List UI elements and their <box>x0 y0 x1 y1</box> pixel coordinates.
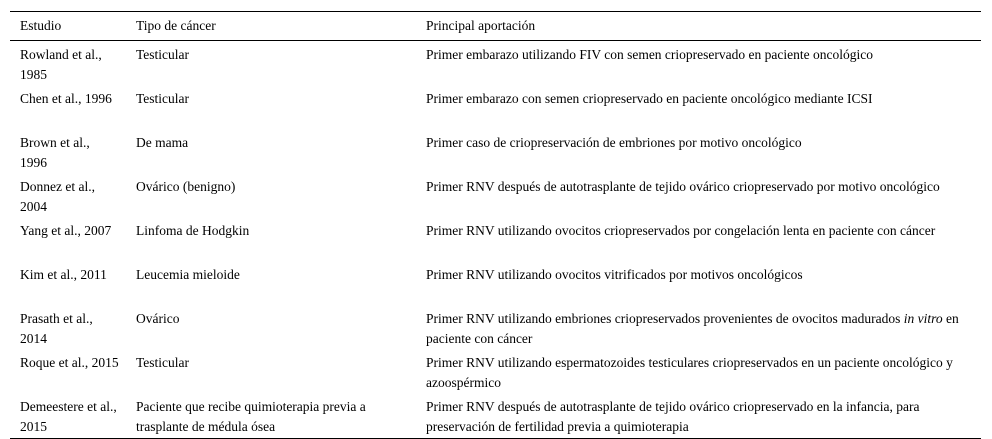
cell-estudio: Chen et al., 1996 <box>20 91 112 106</box>
header-estudio: Estudio <box>20 18 62 33</box>
aportacion-text-italic: in vitro <box>903 311 943 326</box>
table-row <box>10 86 981 130</box>
cell-estudio: Prasath et al., 2014 <box>20 311 93 346</box>
cell-estudio: Demeestere et al., 2015 <box>20 399 117 434</box>
table-row <box>10 218 981 262</box>
aportacion-text-post: en paciente con cáncer <box>426 311 959 346</box>
cell-aportacion: Primer RNV después de autotrasplante de tejido ovárico criopreservado en la infancia, para preservación de fertilidad previa a quimioterapia <box>426 399 920 434</box>
cell-estudio: Yang et al., 2007 <box>20 223 112 238</box>
cell-aportacion <box>416 306 981 350</box>
table-row <box>10 41 981 87</box>
cell-aportacion: Primer RNV utilizando espermatozoides testiculares criopreservados en un paciente oncológico y azoospérmico <box>426 355 953 390</box>
cell-aportacion: Primer RNV utilizando ovocitos criopreservados por congelación lenta en paciente con cáncer <box>426 223 936 238</box>
cell-tipo: De mama <box>136 135 189 150</box>
table-row <box>10 174 981 218</box>
table-body <box>10 41 981 439</box>
cell-tipo: Leucemia mieloide <box>136 267 240 282</box>
cell-tipo: Linfoma de Hodgkin <box>136 223 250 238</box>
table-row <box>10 350 981 394</box>
cell-tipo: Paciente que recibe quimioterapia previa a trasplante de médula ósea <box>136 399 366 434</box>
studies-table <box>10 11 981 439</box>
cell-aportacion: Primer embarazo con semen criopreservado en paciente oncológico mediante ICSI <box>426 91 873 106</box>
table-row <box>10 262 981 306</box>
cell-tipo: Ovárico <box>136 311 180 326</box>
header-tipo-cancer: Tipo de cáncer <box>136 18 216 33</box>
cell-estudio: Roque et al., 2015 <box>20 355 119 370</box>
cell-tipo: Testicular <box>136 47 190 62</box>
cell-tipo: Testicular <box>136 91 190 106</box>
cell-aportacion: Primer RNV después de autotrasplante de tejido ovárico criopreservado por motivo oncológico <box>426 179 940 194</box>
cell-estudio: Rowland et al., 1985 <box>20 47 102 82</box>
aportacion-text-pre: Primer RNV utilizando embriones criopreservados provenientes de ovocitos madurados <box>426 311 904 326</box>
table-row <box>10 306 981 350</box>
cell-estudio: Brown et al., 1996 <box>20 135 90 170</box>
cell-estudio: Donnez et al., 2004 <box>20 179 95 214</box>
cell-aportacion: Primer caso de criopreservación de embriones por motivo oncológico <box>426 135 802 150</box>
table-row <box>10 130 981 174</box>
cell-estudio: Kim et al., 2011 <box>20 267 107 282</box>
header-principal-aportacion: Principal aportación <box>426 18 536 33</box>
cell-tipo: Ovárico (benigno) <box>136 179 236 194</box>
cell-aportacion: Primer RNV utilizando ovocitos vitrificados por motivos oncológicos <box>426 267 803 282</box>
cell-aportacion: Primer embarazo utilizando FIV con semen criopreservado en paciente oncológico <box>426 47 873 62</box>
table-header <box>10 12 981 41</box>
cell-tipo: Testicular <box>136 355 190 370</box>
table-row <box>10 394 981 439</box>
header-row <box>10 12 981 41</box>
